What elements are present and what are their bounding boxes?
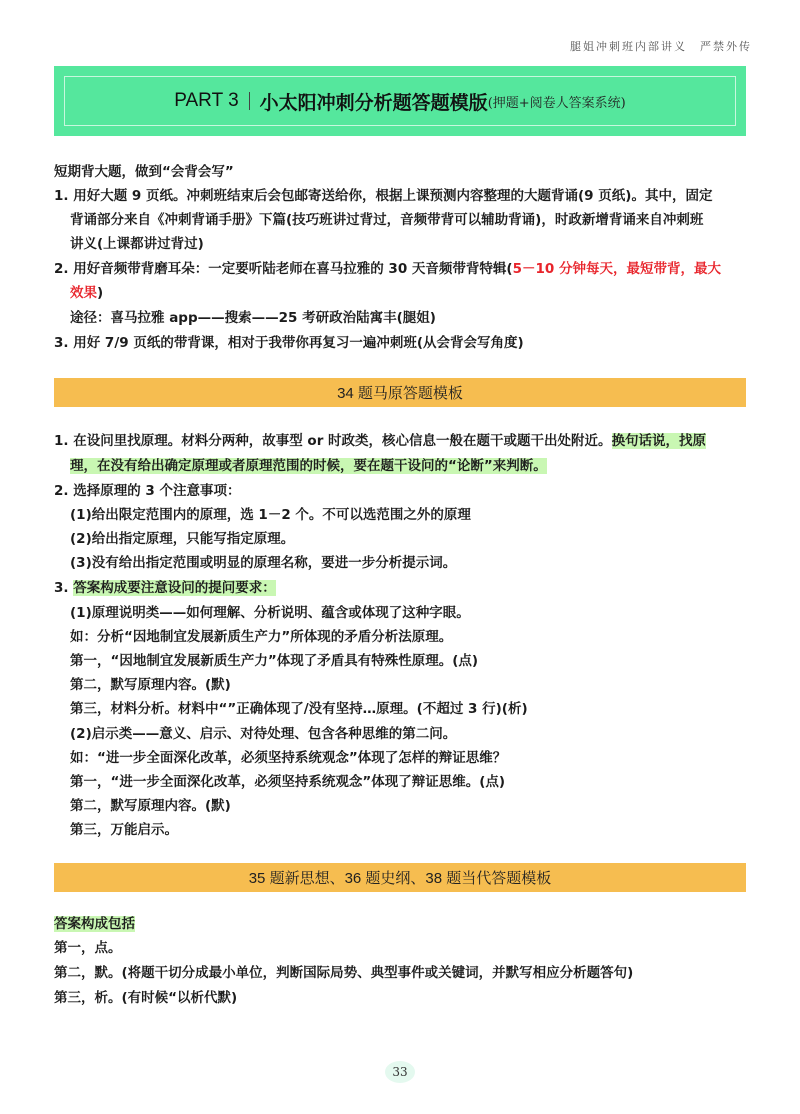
section34-point3-highlight: 答案构成要注意设问的提问要求： — [73, 580, 276, 596]
section34-point1-line2 — [70, 454, 547, 478]
intro-item2-text: 2. 用好音频带背磨耳朵：一定要听陆老师在喜马拉雅的 30 天音频带背特辑( — [54, 261, 513, 277]
banner-subtitle: (押题+阅卷人答案系统) — [487, 95, 626, 111]
intro-item1-line2: 背诵部分来自《冲刺背诵手册》下篇(技巧班讲过背过，音频带背可以辅助背诵)，时政新增背诵来自冲刺班 — [70, 212, 704, 228]
intro-item2-close: ) — [97, 285, 104, 301]
section35-title-band — [54, 863, 746, 892]
section34-point3-num: 3. — [54, 580, 74, 596]
section34-line: 第三，万能启示。 — [70, 822, 178, 838]
section34-title-band — [54, 378, 746, 407]
intro-item1-line3: 讲义(上课都讲过背过) — [70, 236, 204, 252]
section34-point1-highlight: 换句话说，找原 — [611, 433, 707, 449]
header-confidential-note: 腿姐冲刺班内部讲义 严禁外传 — [570, 40, 752, 53]
section34-point1-text: 1. 在设问里找原理。材料分两种，故事型 or 时政类，核心信息一般在题干或题干出处附近。 — [54, 433, 612, 449]
section34-point1-line1 — [54, 429, 706, 453]
part-banner — [54, 66, 746, 136]
section34-line: 第二，默写原理内容。(默) — [70, 798, 231, 814]
section34-line: 第一，“因地制宜发展新质生产力”体现了矛盾具有特殊性原理。(点) — [70, 653, 479, 669]
intro-item1-line1: 1. 用好大题 9 页纸。冲刺班结束后会包邮寄送给你，根据上课预测内容整理的大题背诵(9 页纸)。其中，固定 — [54, 188, 713, 204]
section34-title: 34 题马原答题模板 — [337, 385, 463, 402]
intro-item2-line2 — [70, 281, 103, 305]
section34-point2-sub2: (2)给出指定原理，只能写指定原理。 — [70, 531, 295, 547]
section35-line: 第三，析。(有时候“以析代默) — [54, 990, 238, 1006]
section35-heading — [54, 912, 135, 936]
section35-title: 35 题新思想、36 题史纲、38 题当代答题模板 — [248, 870, 552, 887]
section34-line: 第一，“进一步全面深化改革，必须坚持系统观念”体现了辩证思维。(点) — [70, 774, 506, 790]
intro-item2-emphasis-cont: 效果 — [70, 285, 97, 301]
section34-line: (1)原理说明类——如何理解、分析说明、蕴含或体现了这种字眼。 — [70, 605, 470, 621]
section34-point1-highlight-cont: 理，在没有给出确定原理或者原理范围的时候，要在题干设问的“论断”来判断。 — [70, 458, 547, 474]
page-number: 33 — [385, 1061, 415, 1083]
section34-line: 如：分析“因地制宜发展新质生产力”所体现的矛盾分析法原理。 — [70, 629, 453, 645]
intro-item2-line1 — [54, 257, 721, 281]
section35-heading-highlight: 答案构成包括 — [54, 916, 135, 932]
banner-title: 小太阳冲刺分析题答题模版 — [259, 91, 488, 114]
section35-line: 第一，点。 — [54, 940, 122, 956]
banner-frame — [64, 76, 736, 126]
section34-point2-sub1: (1)给出限定范围内的原理，选 1－2 个。不可以选范围之外的原理 — [70, 507, 471, 523]
banner-divider — [249, 92, 250, 110]
intro-item3: 3. 用好 7/9 页纸的带背课，相对于我带你再复习一遍冲刺班(从会背会写角度) — [54, 335, 524, 351]
section34-point3 — [54, 576, 276, 600]
intro-heading: 短期背大题，做到“会背会写” — [54, 164, 234, 180]
section34-line: 第三，材料分析。材料中“”正确体现了/没有坚持…原理。(不超过 3 行)(析) — [70, 701, 528, 717]
section34-line: 如：“进一步全面深化改革，必须坚持系统观念”体现了怎样的辩证思维？ — [70, 750, 507, 766]
section35-line: 第二，默。(将题干切分成最小单位，判断国际局势、典型事件或关键词，并默写相应分析题答句) — [54, 965, 634, 981]
section34-line: (2)启示类——意义、启示、对待处理、包含各种思维的第二问。 — [70, 726, 457, 742]
banner-part-label: PART 3 — [174, 90, 239, 111]
section34-line: 第二，默写原理内容。(默) — [70, 677, 231, 693]
intro-item2-route: 途径：喜马拉雅 app——搜索——25 考研政治陆寓丰(腿姐) — [70, 310, 436, 326]
section34-point2-sub3: (3)没有给出指定范围或明显的原理名称，要进一步分析提示词。 — [70, 555, 457, 571]
section34-point2: 2. 选择原理的 3 个注意事项： — [54, 483, 241, 499]
intro-item2-emphasis: 5－10 分钟每天，最短带背，最大 — [512, 261, 721, 277]
